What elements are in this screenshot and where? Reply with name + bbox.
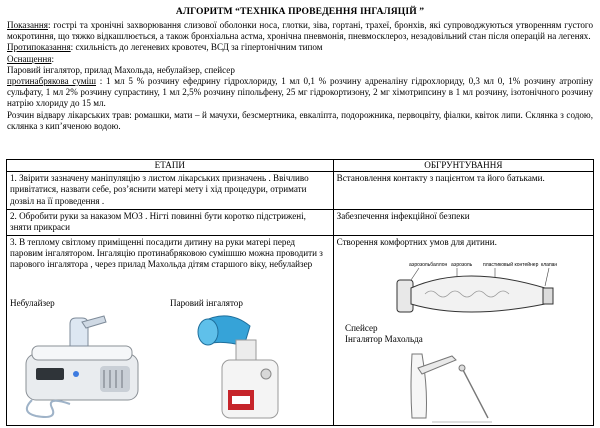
header-rationale: ОБГРУНТУВАННЯ [333,160,593,172]
nebulizer-panel [36,368,64,380]
spacer-diagram [345,258,575,320]
nebulizer-top [32,346,132,360]
spacer-part-label: аэрозоль [451,262,473,268]
mixture-label: протинабрякова суміш [7,76,97,87]
equipment-label: Оснащення [7,53,52,64]
step-3-text: 3. В теплому світлому приміщенні посадити дитину на руки матері перед паровим інгалятором. Інгаляцію протинабряковою сумішшю можна проводити з парового інгалятора , через прилад Махольда дітям старшого віку, небулайзер [10,236,323,270]
maholda-inhaler-image [392,348,502,426]
table-header-row [7,160,594,172]
spacer-part-label: аэрозольбаллон [409,262,448,268]
spacer-label: Спейсер [345,323,378,333]
steam-neck [236,340,256,362]
nebulizer-image [12,312,152,424]
mixture-paragraph [7,76,593,110]
indications-text: : гострі та хронічні захворювання слизової оболонки носа, глотки, зіва, гортані, трахеї, бронхів, які супроводжуються утворенням густого мокротиння, що тяжко відкашлюється, а також бронхіальна астма, хронічна пневмонія, пневмосклероз, незадовільний стан після операцій на легенях. [7,20,593,42]
equipment-colon: : [51,53,54,64]
contraindications-label: Протипоказання [7,42,71,53]
spacer-part-label: клапан [541,262,558,268]
herbs-paragraph: Розчин відвару лікарських трав: ромашки, мати – й мачухи, безсмертника, евкаліпта, подорожника, первоцвіту, фіалки, квіток липи. Склянка з содою, склянка з кип’яченою водою. [7,109,593,131]
nebulizer-mouthpiece [82,316,106,328]
steam-inhaler-label: Паровий інгалятор [170,298,243,308]
contraindications-paragraph [7,42,593,53]
indications-label: Показання [7,20,48,30]
nebulizer-tube [27,400,70,417]
reason-cell: Встановлення контакту з пацієнтом та його батьками. [333,172,593,210]
mixture-text: : 1 мл 5 % розчину ефедрину гідрохлориду, 1 мл 0,1 % розчину адреналіну гідрохлориду, 0,3 мл 0, 1% розчину атропіну сульфату, 1 мл 2% розчину супрастину, 1 мл 2,5% розчину піпольфену, 25 мг гідрокортизону, 2 мг хімотрипсину в 1 мл розчину, ізотонічного розчину натрію хлориду до 15 мл. [7,76,593,109]
steam-dial [261,369,271,379]
contraindications-text: : схильність до легеневих кровотеч, ВСД за гіпертонічним типом [70,42,323,53]
table-row [7,172,594,210]
maholda-label: Інгалятор Махольда [345,334,423,344]
document-title: АЛГОРИТМ “ТЕХНІКА ПРОВЕДЕННЯ ІНГАЛЯЦІЙ ” [175,6,425,17]
nebulizer-label: Небулайзер [10,298,55,308]
reason-3-text: Створення комфортних умов для дитини. [336,236,497,247]
step-cell: 1. Звірити зазначену маніпуляцію з листом лікарських призначень . Ввічливо привітатися, назвати себе, роз’яснити матері мету і хід процедури, отримати дозвіл на її проведення . [7,172,334,210]
indications-paragraph [7,20,593,42]
header-stages: ЕТАПИ [7,160,334,172]
maholda-flask [411,354,427,418]
spacer-valve [543,288,553,304]
reason-cell: Забезпечення інфекційної безпеки [333,210,593,235]
spacer-chamber [411,276,545,312]
steam-inhaler-image [188,310,308,424]
step-cell: 2. Обробити руки за наказом МОЗ . Нігті повинні бути коротко підстрижені, зняти прикраси [7,210,334,235]
equipment-heading [7,54,593,65]
equipment-devices: Паровий інгалятор, прилад Махольда, небулайзер, спейсер [7,64,235,75]
table-row [7,210,594,235]
spacer-part-label: пластиковый контейнер [483,262,539,268]
